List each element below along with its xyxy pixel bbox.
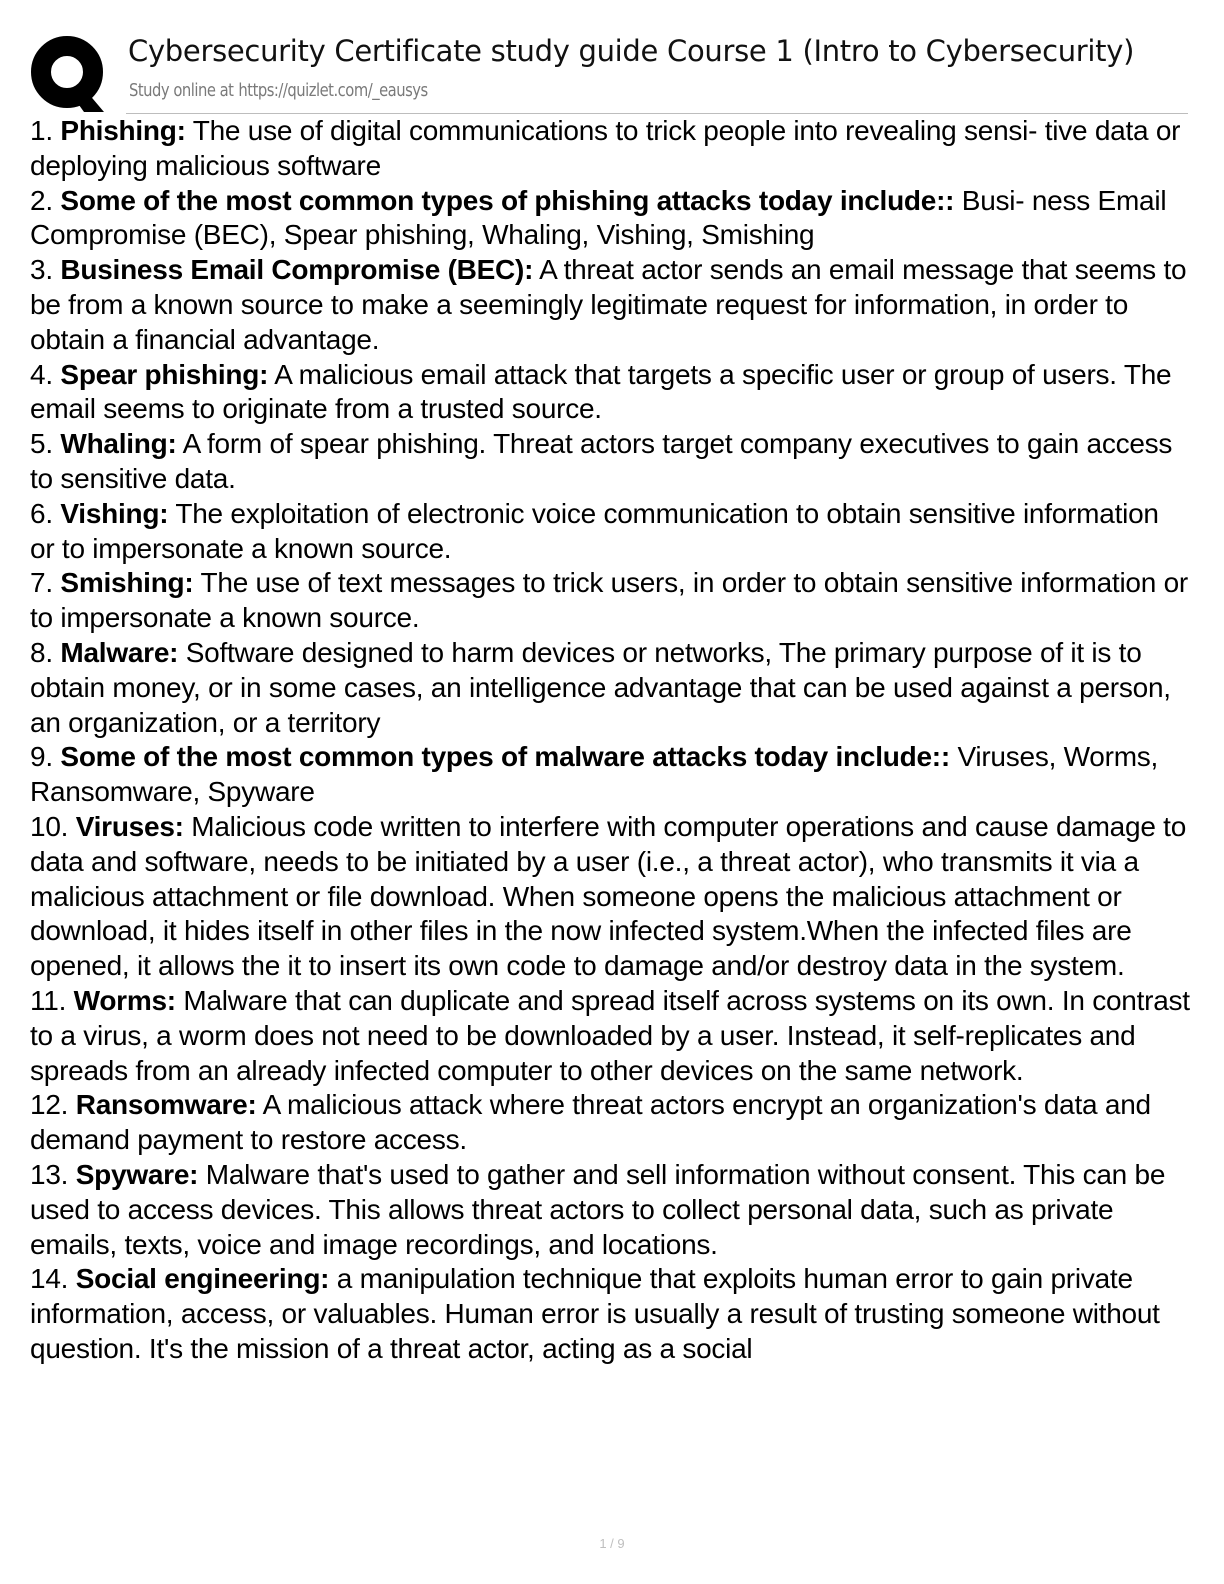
list-item — [30, 740, 1190, 810]
study-online-label: Study online at — [129, 80, 234, 101]
item-number: 4. — [30, 358, 53, 390]
item-number: 12. — [30, 1089, 69, 1121]
quizlet-logo-icon — [30, 36, 108, 114]
page-header — [30, 28, 1194, 112]
item-number: 2. — [30, 184, 53, 216]
quizlet-url-link[interactable]: https://quizlet.com/_eausys — [238, 80, 428, 101]
item-definition: The use of digital communications to trick people into revealing sensi- tive data or deploying malicious software — [30, 115, 1181, 181]
item-number: 1. — [30, 115, 53, 146]
item-definition: Malicious code written to interfere with computer operations and cause damage to data and software, needs to be initiated by a user (i.e., a threat actor), who transmits it via a malicious attachment or file download. When someone opens the malicious attachment or download, it hides itself in other files in the now infected system.When the infected files are opened, it allows the it to insert its own code to damage and/or destroy data in the system. — [30, 810, 1187, 982]
study-online-line — [129, 80, 428, 101]
item-term: Business Email Compromise (BEC): — [60, 254, 534, 286]
item-definition: Viruses, Worms, Ransomware, Spyware — [30, 741, 1159, 808]
item-number: 10. — [30, 810, 69, 842]
item-term: Phishing: — [60, 115, 186, 146]
item-term: Ransomware: — [75, 1089, 257, 1121]
list-item — [30, 184, 1190, 254]
list-item — [30, 114, 1190, 184]
list-item — [30, 1262, 1190, 1366]
item-number: 13. — [30, 1158, 69, 1190]
list-item — [30, 497, 1190, 567]
item-term: Smishing: — [60, 567, 194, 599]
item-term: Whaling: — [60, 428, 177, 460]
item-definition: A form of spear phishing. Threat actors target company executives to gain access to sensitive data. — [30, 428, 1173, 494]
item-definition: A malicious email attack that targets a specific user or group of users. The email seems to originate from a trusted source. — [30, 358, 1172, 425]
item-term: Vishing: — [60, 497, 169, 529]
item-definition: Software designed to harm devices or networks, The primary purpose of it is to obtain money, or in some cases, an intelligence advantage that can be used against a person, an organization, or a territory — [30, 636, 1171, 738]
item-term: Spear phishing: — [60, 358, 269, 390]
item-number: 14. — [30, 1263, 69, 1295]
page-number: 1 / 9 — [599, 1536, 625, 1551]
item-definition: The use of text messages to trick users, in order to obtain sensitive information or to impersonate a known source. — [30, 567, 1188, 634]
item-number: 11. — [30, 984, 67, 1016]
list-item — [30, 636, 1190, 740]
list-item — [30, 984, 1190, 1088]
item-definition: A malicious attack where threat actors encrypt an organization's data and demand payment to restore access. — [30, 1089, 1151, 1156]
list-item — [30, 1088, 1190, 1158]
item-definition: A threat actor sends an email message that seems to be from a known source to make a seemingly legitimate request for information, in order to obtain a financial advantage. — [30, 254, 1187, 355]
item-term: Worms: — [73, 984, 176, 1016]
study-guide-list — [30, 114, 1190, 1367]
item-term: Some of the most common types of malware attacks today include:: — [60, 741, 950, 773]
item-definition: a manipulation technique that exploits human error to gain private information, access, or valuables. Human error is usually a result of trusting someone without question. It's the mission of a threat actor, acting as a social — [30, 1263, 1160, 1364]
item-number: 5. — [30, 428, 53, 460]
item-term: Malware: — [60, 636, 179, 668]
item-definition: Malware that's used to gather and sell information without consent. This can be used to access devices. This allows threat actors to collect personal data, such as private emails, texts, voice and image recordings, and locations. — [30, 1158, 1166, 1260]
item-definition: Malware that can duplicate and spread itself across systems on its own. In contrast to a virus, a worm does not need to be downloaded by a user. Instead, it self-replicates and spreads from an already infected computer to other devices on the same network. — [30, 984, 1190, 1086]
item-number: 7. — [30, 567, 53, 599]
document-title: Cybersecurity Certificate study guide Course 1 (Intro to Cybersecurity) — [128, 34, 1135, 68]
item-term: Viruses: — [75, 810, 184, 842]
item-number: 3. — [30, 254, 53, 286]
item-term: Social engineering: — [75, 1263, 330, 1295]
list-item — [30, 253, 1190, 357]
list-item — [30, 1158, 1190, 1262]
list-item — [30, 427, 1190, 497]
list-item — [30, 566, 1190, 636]
item-number: 6. — [30, 497, 53, 529]
item-number: 9. — [30, 741, 53, 773]
item-number: 8. — [30, 636, 53, 668]
item-definition: Busi- ness Email Compromise (BEC), Spear phishing, Whaling, Vishing, Smishing — [30, 184, 1167, 251]
item-term: Spyware: — [75, 1158, 199, 1190]
item-term: Some of the most common types of phishing attacks today include:: — [60, 184, 955, 216]
list-item — [30, 810, 1190, 984]
item-definition: The exploitation of electronic voice communication to obtain sensitive information or to impersonate a known source. — [30, 497, 1159, 564]
list-item — [30, 358, 1190, 428]
